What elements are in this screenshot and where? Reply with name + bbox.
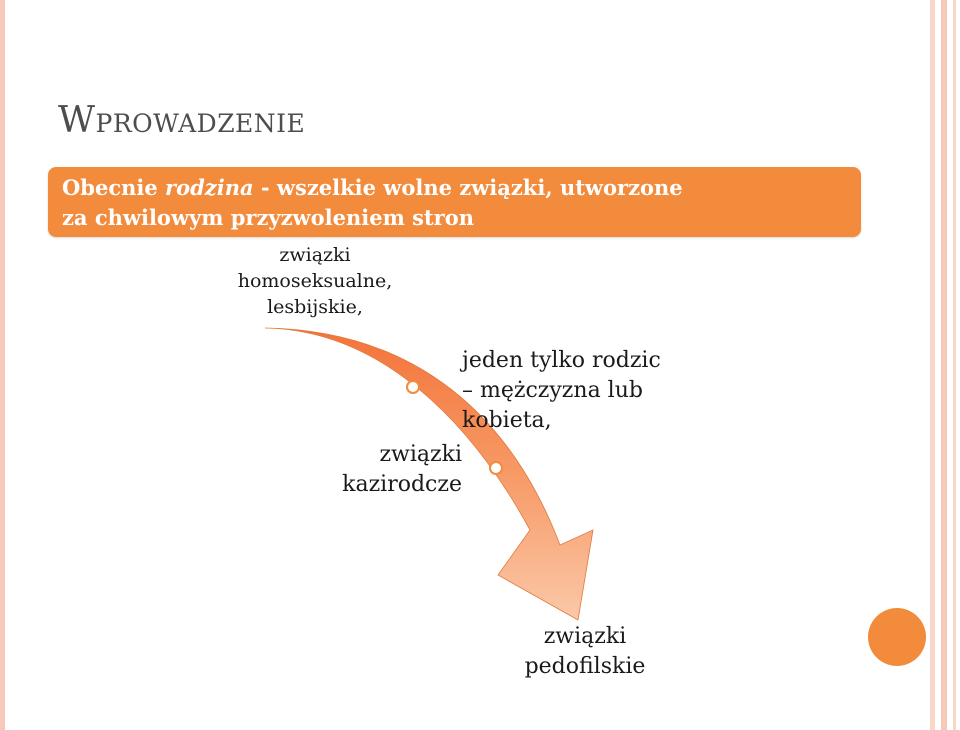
arrow-node [407,381,419,393]
definition-emphasis: rodzina [165,175,254,200]
label-line: – mężczyzna lub [462,378,643,403]
label-line: związki [379,442,462,467]
arrow-node [490,462,502,474]
label-line: pedofilskie [524,654,646,679]
decorative-circle [868,608,926,666]
label-line: lesbijskie, [267,296,363,318]
slide-title: Wprowadzenie [58,100,306,141]
definition-line2: za chwilowym przyzwoleniem stron [62,205,474,230]
label-line: jeden tylko rodzic [462,348,661,373]
label-single-parent [462,346,661,436]
label-line: związki [543,624,627,649]
definition-part1: Obecnie [62,175,166,200]
definition-part2: - wszelkie wolne związki, utworzone [253,175,683,200]
label-line: kobieta, [462,408,552,433]
label-pedophile [500,622,670,682]
label-homosexual [225,242,405,320]
label-line: homoseksualne, [237,270,393,292]
label-line: kazirodcze [342,472,462,497]
label-line: związki [279,244,351,266]
label-incest [310,440,462,500]
